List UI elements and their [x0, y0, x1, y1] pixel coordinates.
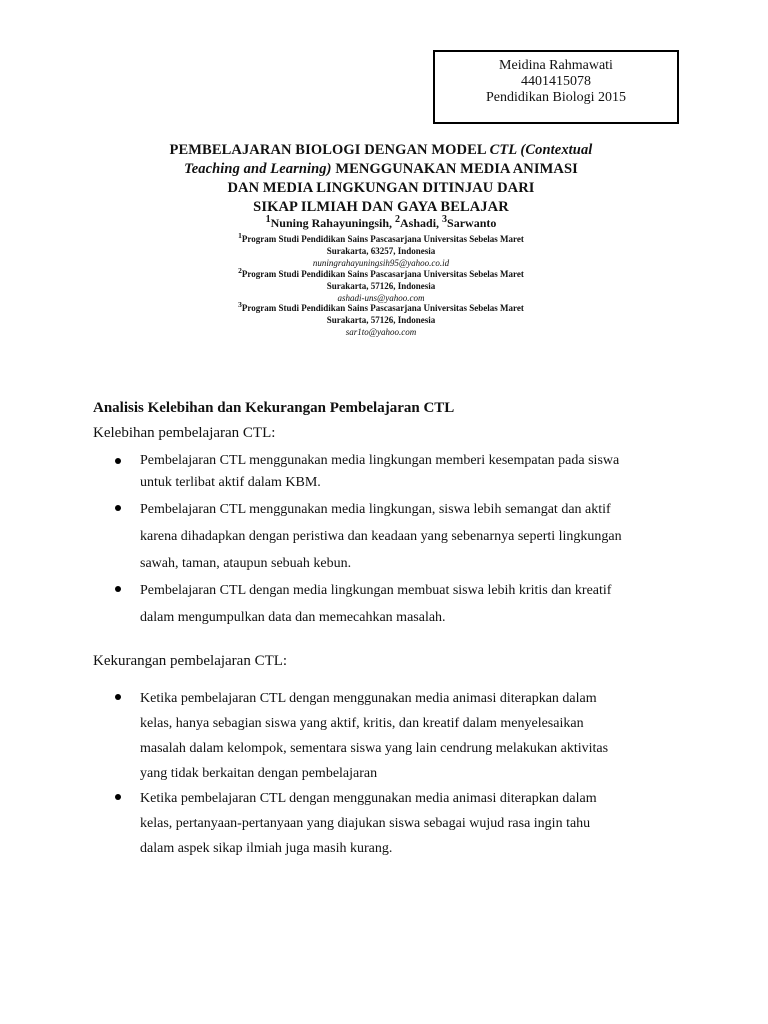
- author-superscript: 2: [395, 214, 401, 225]
- title-italic-text: CTL (Contextual: [489, 142, 593, 158]
- student-program: Pendidikan Biologi 2015: [486, 90, 626, 105]
- affiliation-line: [96, 299, 666, 314]
- list-item-line: Pembelajaran CTL menggunakan media lingkungan, siswa lebih semangat dan aktif: [140, 502, 611, 517]
- affiliation-line: Surakarta, 63257, Indonesia: [326, 246, 436, 256]
- bullet-icon: [115, 458, 121, 464]
- list-item: [93, 686, 693, 786]
- affiliation-email: sar1to@yahoo.com: [345, 327, 417, 337]
- student-name: Meidina Rahmawati: [499, 58, 613, 73]
- title-text: PEMBELAJARAN BIOLOGI DENGAN MODEL: [169, 142, 490, 158]
- list-item-line: masalah dalam kelompok, sementara siswa yang lain cendrung melakukan aktivitas: [140, 741, 609, 756]
- title-line-1: [96, 141, 666, 160]
- affiliation-email: nuningrahayuningsih95@yahoo.co.id: [312, 258, 450, 268]
- title-italic-text: Teaching and Learning): [184, 161, 332, 177]
- title-line-3: DAN MEDIA LINGKUNGAN DITINJAU DARI: [227, 180, 535, 196]
- list-item-line: yang tidak berkaitan dengan pembelajaran: [140, 766, 378, 781]
- bullet-icon: [115, 694, 121, 700]
- title-line-4: SIKAP ILMIAH DAN GAYA BELAJAR: [253, 199, 509, 215]
- author-superscript: 1: [265, 214, 271, 225]
- title-line-2: [96, 160, 666, 179]
- title-text: MENGGUNAKAN MEDIA ANIMASI: [331, 161, 578, 177]
- affiliation-line: Surakarta, 57126, Indonesia: [326, 281, 436, 291]
- affiliation-line: Surakarta, 57126, Indonesia: [326, 315, 436, 325]
- student-nim: 4401415078: [521, 74, 591, 89]
- author-name: Nuning Rahayuningsih,: [270, 216, 396, 230]
- affiliation-3: [96, 299, 666, 338]
- author-superscript: 3: [442, 214, 448, 225]
- list-item-line: Ketika pembelajaran CTL dengan menggunakan media animasi diterapkan dalam: [140, 691, 597, 706]
- affiliation-superscript: 3: [238, 300, 242, 309]
- affiliation-superscript: 1: [238, 231, 242, 240]
- list-item-line: karena dihadapkan dengan peristiwa dan keadaan yang sebenarnya seperti lingkungan: [140, 529, 622, 544]
- affiliation-text: Program Studi Pendidikan Sains Pascasarjana Universitas Sebelas Maret: [241, 234, 524, 244]
- bullet-icon: [115, 586, 121, 592]
- list-item-line: Ketika pembelajaran CTL dengan menggunakan media animasi diterapkan dalam: [140, 791, 597, 806]
- advantages-heading: Kelebihan pembelajaran CTL:: [93, 425, 276, 441]
- list-item-line: untuk terlibat aktif dalam KBM.: [140, 475, 321, 490]
- list-item-line: kelas, hanya sebagian siswa yang aktif, kritis, dan kreatif dalam menyelesaikan: [140, 716, 584, 731]
- advantages-list: [93, 450, 693, 631]
- list-item-line: dalam mengumpulkan data dan memecahkan masalah.: [140, 610, 446, 625]
- list-item-line: Pembelajaran CTL menggunakan media lingkungan memberi kesempatan pada siswa: [140, 453, 620, 468]
- student-identity-box: [433, 50, 679, 124]
- list-item: [93, 786, 693, 861]
- paper-title: [96, 141, 666, 217]
- author-name: Ashadi,: [400, 216, 443, 230]
- list-item-line: kelas, pertanyaan-pertanyaan yang diajukan siswa sebagai wujud rasa ingin tahu: [140, 816, 591, 831]
- list-item: [93, 496, 693, 577]
- list-item: [93, 577, 693, 631]
- bullet-icon: [115, 794, 121, 800]
- list-item-line: Pembelajaran CTL dengan media lingkungan membuat siswa lebih kritis dan kreatif: [140, 583, 612, 598]
- disadvantages-heading: Kekurangan pembelajaran CTL:: [93, 653, 288, 669]
- section-heading: Analisis Kelebihan dan Kekurangan Pembelajaran CTL: [93, 400, 455, 416]
- list-item-line: sawah, taman, ataupun sebuah kebun.: [140, 556, 352, 571]
- bullet-icon: [115, 505, 121, 511]
- affiliation-line: [96, 230, 666, 245]
- disadvantages-list: [93, 686, 693, 861]
- affiliation-email: ashadi-uns@yahoo.com: [337, 293, 425, 303]
- affiliation-superscript: 2: [238, 266, 242, 275]
- affiliation-1: [96, 230, 666, 269]
- affiliation-text: Program Studi Pendidikan Sains Pascasarjana Universitas Sebelas Maret: [241, 269, 524, 279]
- affiliation-line: [96, 265, 666, 280]
- author-name: Sarwanto: [447, 216, 497, 230]
- list-item-line: dalam aspek sikap ilmiah juga masih kurang.: [140, 841, 393, 856]
- author-list: [96, 213, 666, 230]
- affiliation-text: Program Studi Pendidikan Sains Pascasarjana Universitas Sebelas Maret: [241, 303, 524, 313]
- list-item: [93, 450, 693, 494]
